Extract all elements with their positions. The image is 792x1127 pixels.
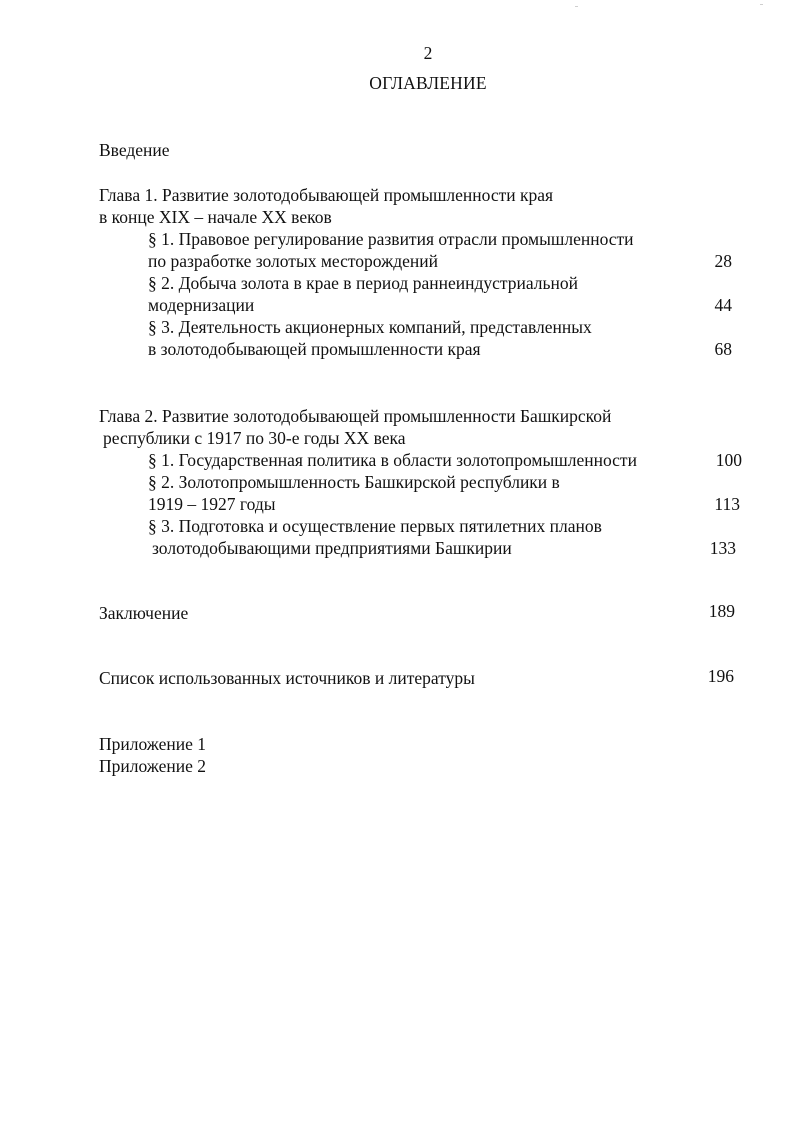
toc-conclusion: Заключение (99, 603, 189, 623)
toc-page-number: 44 (714, 295, 732, 315)
toc-page-number: 196 (707, 666, 734, 686)
toc-page-number: 113 (714, 494, 740, 514)
toc-chapter1-title-cont: в конце XIX – начале XX веков (99, 207, 332, 227)
scan-mark (760, 4, 763, 5)
toc-page-number: 189 (708, 601, 735, 621)
toc-chapter1-title: Глава 1. Развитие золотодобывающей промышленности края (99, 185, 554, 205)
toc-section-1-2: § 2. Добыча золота в крае в период раннеиндустриальной (148, 273, 578, 293)
toc-page-number: 133 (709, 538, 736, 558)
toc-section-1-1-cont: по разработке золотых месторождений (148, 251, 438, 271)
toc-chapter2-title: Глава 2. Развитие золотодобывающей промышленности Башкирской (99, 406, 612, 426)
page-number: 2 (423, 43, 433, 63)
page-title: ОГЛАВЛЕНИЕ (369, 73, 487, 93)
toc-appendix: Приложение 2 (99, 756, 207, 776)
toc-section-2-3-cont: золотодобывающими предприятиями Башкирии (152, 538, 512, 558)
toc-section-1-3: § 3. Деятельность акционерных компаний, представленных (148, 317, 592, 337)
toc-section-1-1: § 1. Правовое регулирование развития отрасли промышленности (148, 229, 634, 249)
toc-section-2-3: § 3. Подготовка и осуществление первых пятилетних планов (148, 516, 602, 536)
toc-section-1-3-cont: в золотодобывающей промышленности края (148, 339, 481, 359)
toc-page-number: 100 (715, 450, 742, 470)
toc-appendix: Приложение 1 (99, 734, 207, 754)
scan-mark (575, 6, 578, 7)
toc-chapter2-title-cont: республики с 1917 по 30-е годы XX века (103, 428, 406, 448)
toc-page-number: 68 (714, 339, 732, 359)
toc-section-1-2-cont: модернизации (148, 295, 255, 315)
toc-section-2-2: § 2. Золотопромышленность Башкирской республики в (148, 472, 560, 492)
toc-intro: Введение (99, 140, 170, 160)
toc-section-2-1: § 1. Государственная политика в области золотопромышленности (148, 450, 637, 470)
toc-page-number: 28 (714, 251, 732, 271)
toc-sources: Список использованных источников и литературы (99, 668, 475, 688)
toc-section-2-2-cont: 1919 – 1927 годы (148, 494, 276, 514)
